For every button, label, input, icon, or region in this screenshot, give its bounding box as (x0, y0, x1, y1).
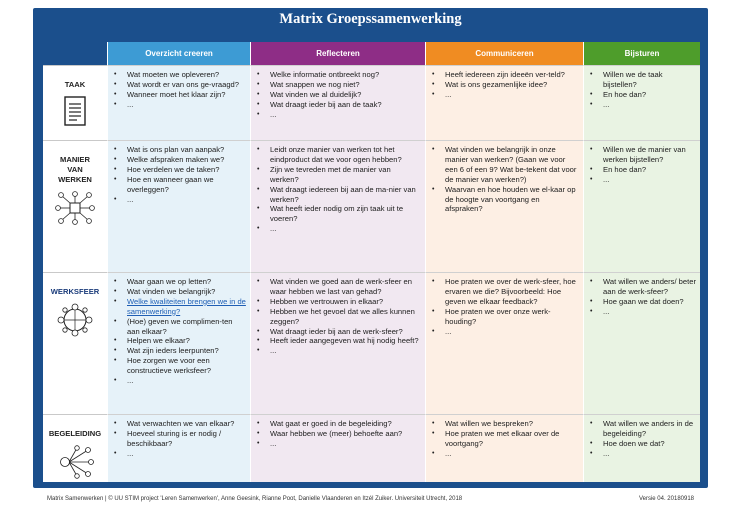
question-item (590, 70, 696, 90)
matrix-cell (583, 140, 700, 272)
question-text: Hoe en wanneer gaan we overleggen? (127, 174, 214, 194)
question-item (257, 165, 421, 185)
question-item (432, 277, 579, 307)
matrix-cell (425, 65, 583, 140)
question-item (114, 145, 246, 155)
question-text: ... (603, 174, 610, 184)
question-text: Welke informatie ontbreekt nog? (270, 70, 380, 79)
question-text: Waar hebben we (meer) behoefte aan? (270, 428, 403, 438)
question-text: Wat is ons plan van aanpak? (127, 145, 225, 154)
question-list (432, 145, 579, 214)
question-item (114, 336, 246, 346)
row-header-4 (43, 414, 107, 482)
coach-icon (55, 439, 95, 482)
question-item (590, 297, 696, 307)
question-text: En hoe dan? (603, 89, 647, 99)
question-text: Wat wordt er van ons ge-vraagd? (127, 79, 239, 89)
question-item (257, 110, 421, 120)
question-text: Waarvan en hoe houden we el-kaar op de hoogte van voortgang en afspraken? (445, 184, 576, 214)
question-text: ... (270, 109, 277, 119)
question-text: ... (445, 89, 452, 99)
question-list (432, 70, 579, 100)
question-item (590, 165, 696, 175)
question-item (114, 376, 246, 386)
question-text: Heeft ieder aangegeven wat hij nodig heeft? (270, 336, 419, 346)
question-item (257, 100, 421, 110)
page-title: Matrix Groepssamenwerking (279, 11, 462, 27)
question-list (590, 145, 696, 185)
question-text: Wat verwachten we van elkaar? (127, 419, 235, 428)
document-icon (64, 90, 86, 129)
question-item (432, 307, 579, 327)
question-item (257, 439, 421, 449)
question-list (590, 277, 696, 317)
question-item (257, 277, 421, 297)
question-text: Wat vinden we belangrijk in onze manier van werken? (Gaan we voor een 6 of een 9? Wat be-tekent dat voor de manier van werken?) (445, 145, 577, 184)
question-item (114, 297, 246, 317)
question-text: Zijn we tevreden met de manier van werken? (270, 164, 391, 184)
question-text: ... (603, 448, 610, 458)
question-text: Wat willen we anders/ beter aan de werk-sfeer? (603, 277, 696, 296)
question-text: Wat willen we anders in de begeleiding? (603, 419, 694, 438)
question-list (257, 70, 421, 120)
question-text: ... (127, 194, 134, 204)
question-text: Wat vinden we goed aan de werk-sfeer en waar hebben we last van gehad? (270, 277, 412, 296)
question-item (590, 277, 696, 297)
matrix-frame (33, 8, 708, 488)
footer (33, 496, 708, 508)
question-item (590, 439, 696, 449)
question-text: Wat willen we bespreken? (445, 419, 533, 428)
question-item (114, 90, 246, 100)
question-text: ... (603, 99, 610, 109)
question-text: Wanneer moet het klaar zijn? (127, 89, 226, 99)
question-text: Hoe gaan we dat doen? (603, 296, 684, 306)
question-item (257, 346, 421, 356)
question-text: ... (270, 224, 277, 234)
question-text: Hoe praten we over onze werk-houding? (445, 306, 551, 326)
question-text: Wat is ons gezamenlijke idee? (445, 79, 548, 89)
question-list (114, 70, 246, 110)
question-item (114, 70, 246, 80)
question-text: Waar gaan we op letten? (127, 277, 212, 286)
question-item (257, 185, 421, 205)
question-item (590, 175, 696, 185)
question-item (590, 419, 696, 439)
question-text: ... (445, 448, 452, 458)
question-item (257, 336, 421, 346)
question-item (590, 100, 696, 110)
row-label: VAN (67, 165, 83, 174)
question-text: Heeft iedereen zijn ideeën ver-teld? (445, 70, 565, 79)
question-text: Wat moeten we opleveren? (127, 70, 220, 79)
question-item (257, 429, 421, 439)
question-item (257, 80, 421, 90)
question-item (114, 277, 246, 287)
question-item (114, 287, 246, 297)
question-item (257, 70, 421, 80)
question-item (257, 90, 421, 100)
matrix-cell (583, 272, 700, 414)
question-text: Wat draagt iedereen bij aan de ma-nier van werken? (270, 184, 416, 204)
row-label: BEGELEIDING (48, 429, 102, 438)
question-item (432, 185, 579, 215)
question-text: ... (127, 99, 134, 109)
question-item (114, 175, 246, 195)
column-header-4: Bijsturen (583, 42, 700, 65)
row-label: TAAK (64, 80, 86, 89)
question-item (257, 297, 421, 307)
question-item (432, 327, 579, 337)
footer-credits: Matrix Samenwerken | © UU STIM project 'Leren Samenwerken', Anne Geesink, Rianne Poot, Danielle Vlaanderen en Itzél Zuiker. Universiteit Utrecht, 2018 (47, 496, 463, 502)
question-item (114, 419, 246, 429)
question-item (257, 419, 421, 429)
question-text: Welke afspraken maken we? (127, 154, 225, 164)
question-item (590, 90, 696, 100)
question-list (432, 277, 579, 336)
question-list (432, 419, 579, 459)
question-list (114, 277, 246, 386)
question-list (114, 419, 246, 459)
question-text: Hebben we het gevoel dat we alles kunnen zeggen? (270, 306, 415, 326)
question-item (114, 165, 246, 175)
kwaliteiten-link[interactable]: Welke kwaliteiten brengen we in de samenwerking? (127, 296, 246, 316)
question-text: Hoe doen we dat? (603, 438, 665, 448)
matrix-cell (425, 140, 583, 272)
question-item (114, 100, 246, 110)
matrix-cell (583, 65, 700, 140)
question-text: Hoe verdelen we de taken? (127, 164, 220, 174)
question-text: Wat vinden we belangrijk? (127, 286, 216, 296)
question-item (257, 307, 421, 327)
matrix-cell (107, 65, 250, 140)
question-text: ... (445, 326, 452, 336)
question-text: Wat draagt ieder bij aan de taak? (270, 99, 382, 109)
question-text: Wat heeft ieder nodig om zijn taak uit te voeren? (270, 204, 404, 224)
question-text: Hoe praten we over de werk-sfeer, hoe ervaren we die? Bijvoorbeeld: Hoe geven we elkaar feedback? (445, 277, 576, 306)
question-list (590, 419, 696, 459)
question-text: Helpen we elkaar? (127, 336, 190, 346)
question-text: Hebben we vertrouwen in elkaar? (270, 296, 384, 306)
column-header-1: Overzicht creeren (107, 42, 250, 65)
question-item (432, 145, 579, 185)
question-text: Wat snappen we nog niet? (270, 79, 360, 89)
question-item (257, 204, 421, 224)
question-item (257, 145, 421, 165)
question-item (432, 90, 579, 100)
question-list (114, 145, 246, 204)
row-label: MANIER (60, 155, 90, 164)
matrix-grid (43, 42, 700, 482)
matrix-cell (107, 272, 250, 414)
matrix-cell (250, 65, 425, 140)
matrix-cell (250, 140, 425, 272)
question-item (114, 449, 246, 459)
question-item (114, 155, 246, 165)
question-item (114, 346, 246, 356)
question-text: Wat vinden we al duidelijk? (270, 89, 362, 99)
question-text: (Hoe) geven we complimen-ten aan elkaar? (127, 316, 233, 336)
question-item (432, 419, 579, 429)
group-circle-icon (57, 297, 93, 340)
question-text: Hoe praten we met elkaar over de voortgang? (445, 428, 560, 448)
question-text: Willen we de manier van werken bijstellen? (603, 145, 686, 164)
question-item (114, 356, 246, 376)
question-text: ... (127, 376, 134, 386)
question-text: En hoe dan? (603, 164, 647, 174)
question-text: Willen we de taak bijstellen? (603, 70, 663, 89)
matrix-cell (425, 414, 583, 482)
row-header-2 (43, 140, 107, 272)
question-item (432, 70, 579, 80)
row-header-1 (43, 65, 107, 140)
question-item (590, 145, 696, 165)
question-text: ... (270, 438, 277, 448)
column-header-3: Communiceren (425, 42, 583, 65)
question-text: ... (603, 306, 610, 316)
question-item (590, 307, 696, 317)
matrix-cell (107, 414, 250, 482)
question-item (114, 429, 246, 449)
question-text: Wat draagt ieder bij aan de werk-sfeer? (270, 326, 403, 336)
question-item (257, 224, 421, 234)
question-text: Wat gaat er goed in de begeleiding? (270, 419, 392, 428)
question-list (257, 419, 421, 449)
matrix-corner (43, 42, 107, 65)
matrix-cell (425, 272, 583, 414)
question-text: Hoeveel sturing is er nodig / beschikbaar? (127, 428, 222, 448)
matrix-cell (250, 272, 425, 414)
matrix-cell (107, 140, 250, 272)
footer-version: Versie 04. 20180918 (638, 496, 694, 502)
question-item (432, 429, 579, 449)
question-list (590, 70, 696, 110)
network-icon (55, 185, 95, 228)
row-header-3 (43, 272, 107, 414)
question-item (432, 80, 579, 90)
question-text: ... (270, 346, 277, 356)
column-header-2: Reflecteren (250, 42, 425, 65)
row-label: WERKSFEER (50, 287, 100, 296)
question-text: Leidt onze manier van werken tot het eindproduct dat we voor ogen hebben? (270, 145, 402, 164)
question-text: Hoe zorgen we voor een constructieve werksfeer? (127, 356, 211, 376)
question-item (590, 449, 696, 459)
matrix-cell (250, 414, 425, 482)
question-item (432, 449, 579, 459)
question-list (257, 145, 421, 234)
question-item (257, 327, 421, 337)
row-label: WERKEN (58, 175, 92, 184)
question-text: ... (127, 448, 134, 458)
question-text: Wat zijn ieders leerpunten? (127, 346, 219, 356)
question-item (114, 317, 246, 337)
question-list (257, 277, 421, 356)
question-item (114, 80, 246, 90)
question-item (114, 195, 246, 205)
matrix-cell (583, 414, 700, 482)
